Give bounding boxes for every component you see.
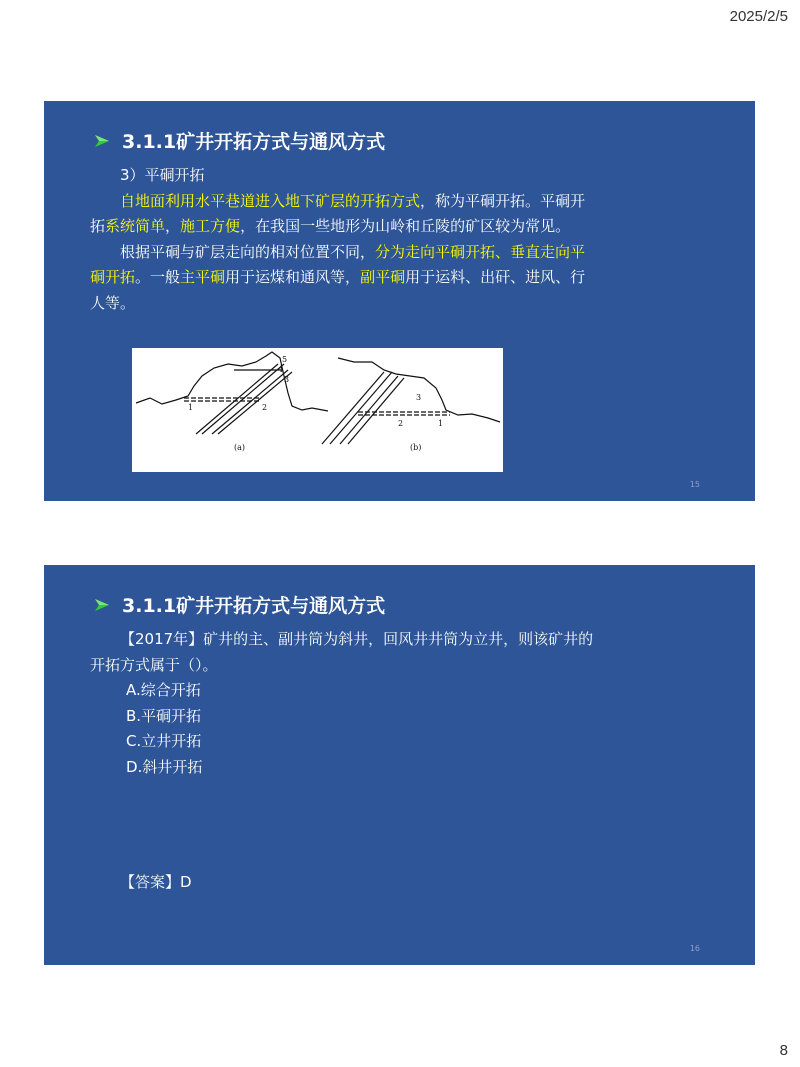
arrow-right-icon <box>94 133 110 149</box>
body-text: ，在我国一些地形为山岭和丘陵的矿区较为常见。 <box>240 217 571 235</box>
body-text: 用于运煤和通风等， <box>225 268 361 286</box>
slide-title-text: 3.1.1矿井开拓方式与通风方式 <box>122 131 386 153</box>
answer-text: 【答案】D <box>120 873 192 891</box>
slide-title-text: 3.1.1矿井开拓方式与通风方式 <box>122 595 386 617</box>
option-d: D.斜井开拓 <box>126 757 203 776</box>
label-num: 3 <box>416 393 422 402</box>
question-text: 【2017年】矿井的主、副井筒为斜井，回风井井筒为立井，则该矿井的开拓方式属于（）。 <box>90 630 594 674</box>
highlight-text: 施工方便 <box>180 217 241 235</box>
section-heading: 3）平硐开拓 <box>120 166 205 184</box>
label-num: 2 <box>262 403 268 412</box>
label-num: 1 <box>188 403 194 412</box>
slide-16 <box>44 565 755 965</box>
print-date: 2025/2/5 <box>729 8 788 25</box>
label-num: 3 <box>284 375 290 384</box>
slide-number: 15 <box>689 480 700 489</box>
highlight-text: 系统简单 <box>105 217 166 235</box>
slide-15 <box>44 101 755 501</box>
option-b: B.平硐开拓 <box>126 706 202 725</box>
highlight-text: 副平硐 <box>360 268 406 286</box>
terrain-line-a <box>136 352 328 411</box>
paragraph-classification <box>90 240 600 317</box>
body-text: 。一般 <box>135 268 181 286</box>
highlight-text: 主平硐 <box>180 268 226 286</box>
body-text: 根据平硐与矿层走向的相对位置不同， <box>120 242 376 261</box>
label-b: (b) <box>410 443 422 452</box>
slide-title <box>94 127 385 154</box>
seam-b-3 <box>340 376 398 444</box>
label-num: 5 <box>282 355 288 364</box>
slide-title <box>94 591 385 618</box>
seam-b-4 <box>348 378 404 444</box>
paragraph-definition <box>90 189 600 240</box>
option-a: A.综合开拓 <box>126 681 201 699</box>
label-num: 1 <box>438 419 444 428</box>
arrow-right-icon <box>94 597 110 613</box>
label-num: 4 <box>278 365 284 374</box>
slide-body <box>90 627 600 896</box>
seam-a-3 <box>212 370 288 434</box>
slide-number: 16 <box>689 944 700 953</box>
body-text: ， <box>165 217 181 235</box>
adit-development-diagram <box>132 348 503 472</box>
seam-a-4 <box>218 372 292 434</box>
slide-body <box>90 163 600 316</box>
body-text: ，称为平硐开拓。平硐开拓 <box>90 191 586 235</box>
highlight-text: 自地面利用水平巷道进入地下矿层的开拓方式 <box>120 191 421 210</box>
seam-b-1 <box>322 372 384 444</box>
highlight-text: 分为走向平硐开拓、垂直走向平硐开拓 <box>90 242 586 286</box>
diagram-svg <box>132 348 503 472</box>
label-a: (a) <box>234 443 246 452</box>
body-text: 用于运料、出矸、进风、行人等。 <box>90 268 586 312</box>
seam-a-1 <box>196 364 278 434</box>
seam-b-2 <box>330 372 392 444</box>
seam-a-2 <box>202 364 284 434</box>
option-c: C.立井开拓 <box>126 732 202 750</box>
label-num: 2 <box>398 419 404 428</box>
page-number: 8 <box>779 1042 788 1059</box>
